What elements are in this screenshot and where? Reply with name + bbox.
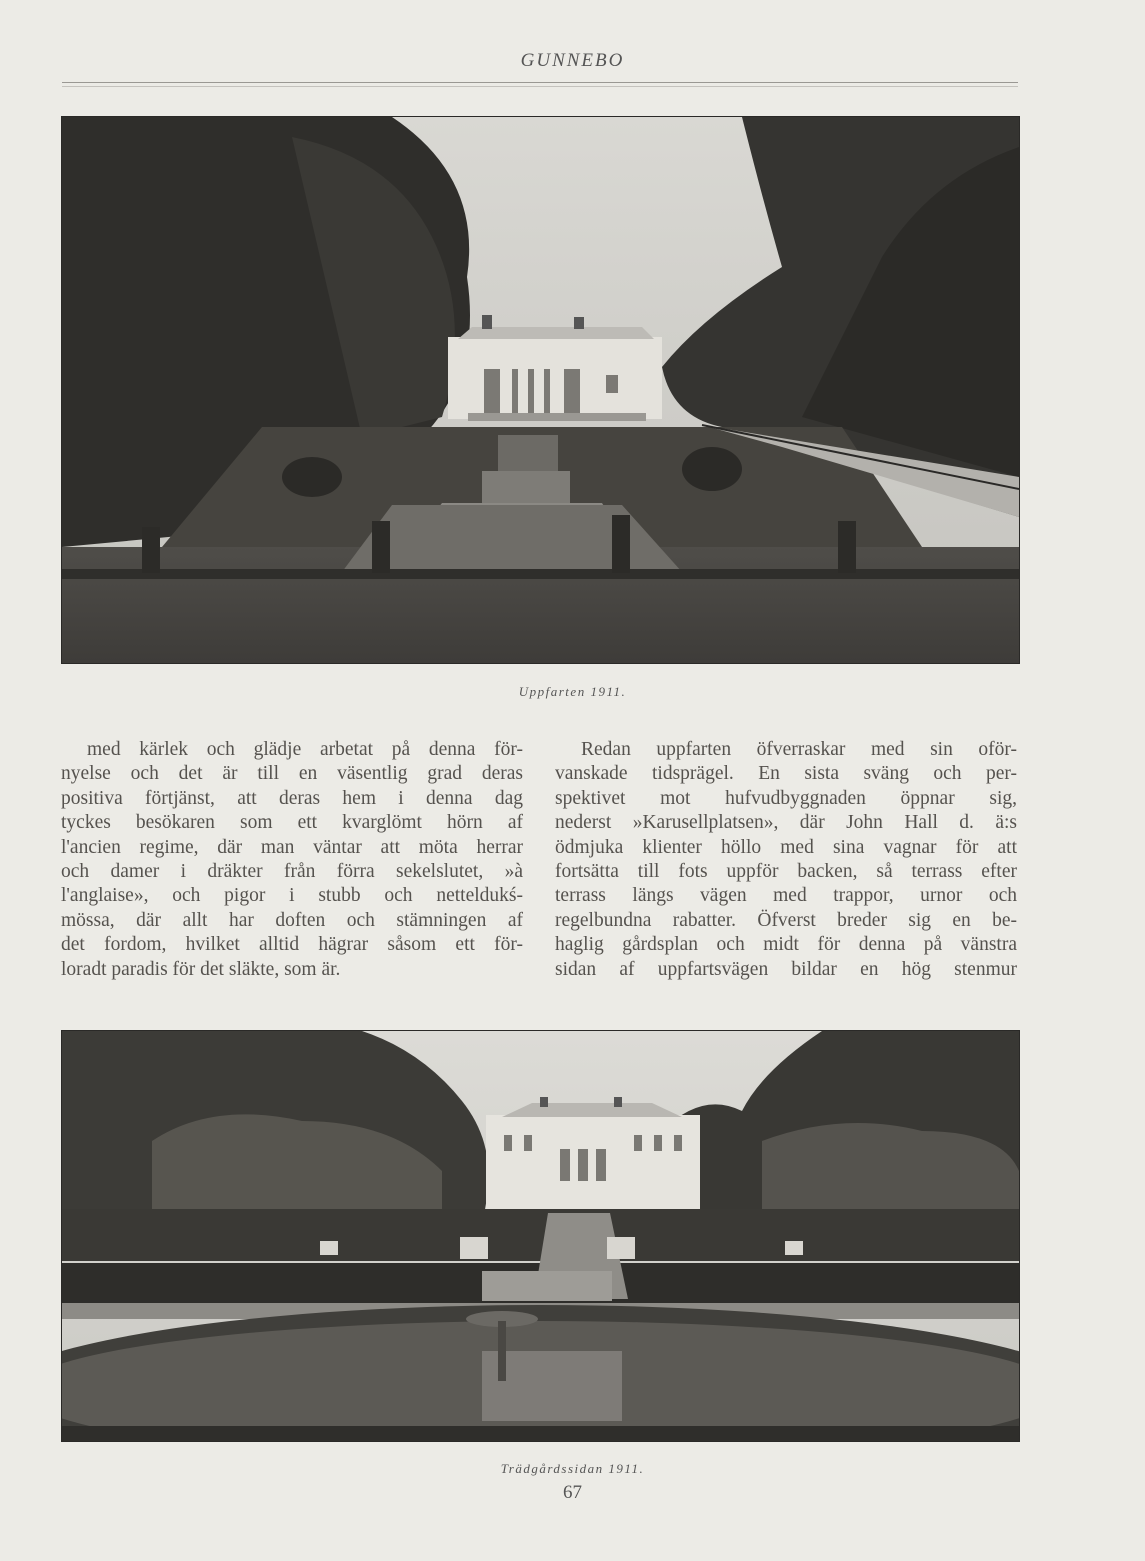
paragraph-line: och damer i dräkter från förra sekelslutet, »à — [61, 860, 523, 882]
paragraph-line: vanskade tidsprägel. En sista sväng och per- — [555, 763, 1017, 785]
paragraph-line: mössa, där allt har doften och stämningen af — [61, 909, 523, 931]
text-column-right — [555, 738, 1017, 982]
paragraph-line: Redan uppfarten öfverraskar med sin oför- — [581, 739, 1017, 760]
paragraph-line: l'ancien regime, där man väntar att möta herrar — [61, 836, 523, 858]
paragraph-line: tyckes besökaren som ett kvarglömt hörn af — [61, 812, 523, 834]
paragraph-line: terrass längs vägen med trappor, urnor och — [555, 885, 1017, 907]
page-number: 67 — [563, 1482, 582, 1503]
header-rule-secondary — [62, 86, 1018, 87]
paragraph-line: positiva förtjänst, att deras hem i denna dag — [61, 787, 523, 809]
paragraph-line: nederst »Karusellplatsen», där John Hall d. ä:s — [555, 812, 1017, 834]
caption-uppfarten: Uppfarten 1911. — [518, 684, 627, 699]
paragraph-line: haglig gårdsplan och midt för denna på vänstra — [555, 934, 1017, 956]
paragraph-line: nyelse och det är till en väsentlig grad deras — [61, 763, 523, 785]
header-rule — [62, 82, 1018, 83]
paragraph-line: sidan af uppfartsvägen bildar en hög stenmur — [555, 958, 1017, 980]
text-column-left — [61, 738, 523, 982]
paragraph-line: med kärlek och glädje arbetat på denna för- — [87, 739, 523, 760]
paragraph-line: det fordom, hvilket alltid hägrar såsom ett för- — [61, 934, 523, 956]
paragraph-line: fortsätta till fots uppför backen, så terrass efter — [555, 860, 1017, 882]
running-title: GUNNEBO — [520, 50, 625, 71]
paragraph-line: loradt paradis för det släkte, som är. — [61, 958, 341, 980]
paragraph-line: ödmjuka klienter höllo med sina vagnar för att — [555, 836, 1017, 858]
caption-tradgardssidan: Trädgårdssidan 1911. — [500, 1461, 645, 1476]
paragraph-line: l'anglaise», och pigor i stubb och netteldukś- — [61, 885, 523, 907]
paragraph-line: spektivet mot hufvudbyggnaden öppnar sig, — [555, 787, 1017, 809]
photo-tradgardssidan — [61, 1030, 1020, 1442]
photo-uppfarten — [61, 116, 1020, 664]
paragraph-line: regelbundna rabatter. Öfverst breder sig en be- — [555, 909, 1017, 931]
